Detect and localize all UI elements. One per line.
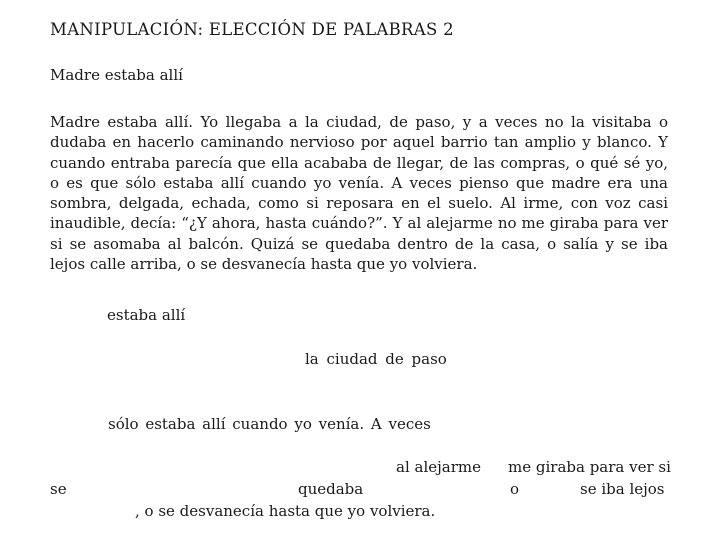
body-paragraph: Madre estaba allí. Yo llegaba a la ciudad, de paso, y a veces no la visitaba o dudaba en hacerlo caminando nervioso por aquel barrio tan amplio y blanco. Y cuando entraba parecía que ella acababa de llegar, de las compras, o qué sé yo, o es que sólo estaba allí cuando yo venía. A veces pienso que madre era una sombra, delgada, echada, como si reposara en el suelo. Al irme, con voz casi inaudible, decía: “¿Y ahora, hasta cuándo?”. Y al alejarme no me giraba para ver si se asomaba al balcón. Quizá se quedaba dentro de la casa, o salía y se iba lejos calle arriba, o se desvanecía hasta que yo volviera. [50,113,668,274]
fragment-estaba-alli: estaba allí [107,306,186,324]
fragment-se: se [50,480,67,498]
fragment-se-desvanecia: , o se desvanecía hasta que yo volviera. [135,502,436,520]
fragment-me-giraba: me giraba para ver si [508,458,671,476]
fragment-solo-estaba-alli: sólo estaba allí cuando yo venía. A veces [108,415,431,433]
page-title: MANIPULACIÓN: ELECCIÓN DE PALABRAS 2 [50,20,454,39]
text-subtitle: Madre estaba allí [50,66,183,84]
fragment-o: o [510,480,520,498]
fragment-la-ciudad-de-paso: la ciudad de paso [305,350,447,368]
fragment-al-alejarme: al alejarme [396,458,481,476]
fragment-quedaba: quedaba [298,480,364,498]
fragment-se-iba-lejos: se iba lejos [580,480,665,498]
